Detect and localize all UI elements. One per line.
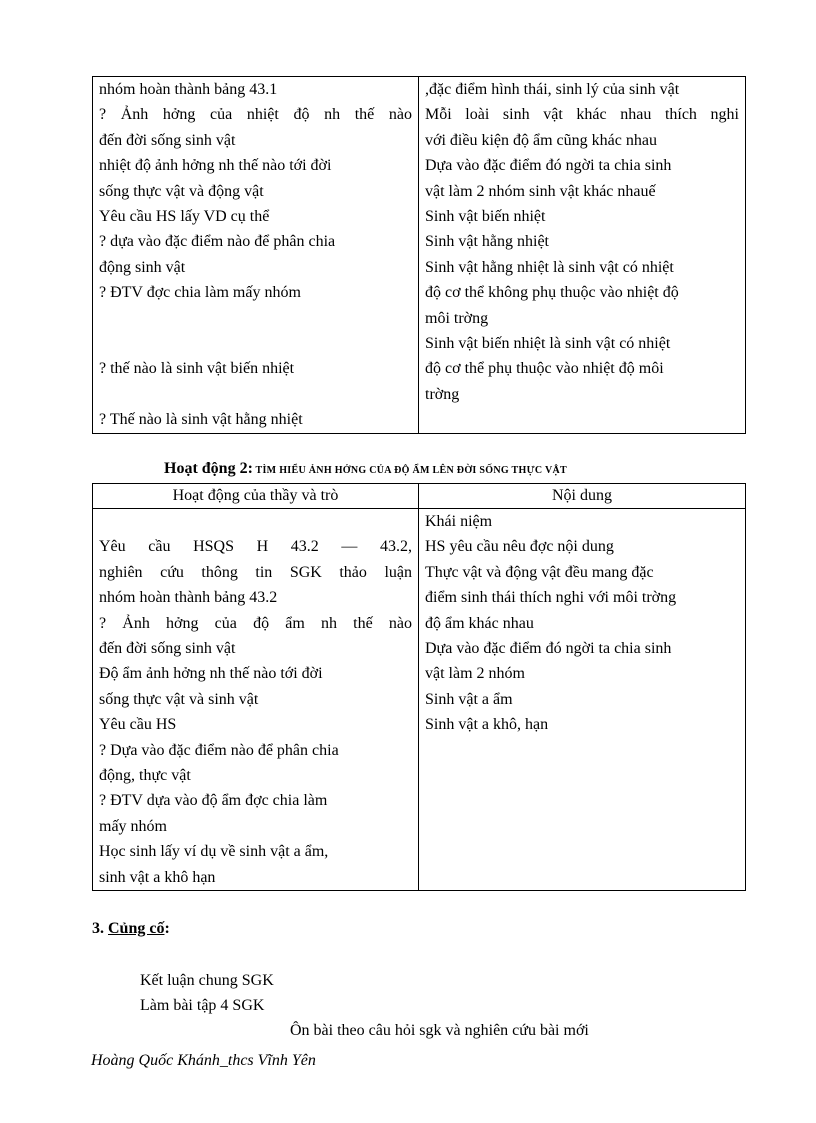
section-3-title: Củng cố <box>108 920 165 937</box>
table1-left-line: nhóm hoàn thành bảng 43.1 <box>99 81 278 98</box>
table1-right-line: Sinh vật hằng nhiệt là sinh vật có nhiệt <box>425 258 674 276</box>
table1-left-line: nhiệt độ ảnh hởng nh thế nào tới đời <box>99 157 332 175</box>
table2-right-line: HS yêu cầu nêu đợc nội dung <box>425 538 614 556</box>
activity-table-1 <box>92 76 746 434</box>
table1-right-line: Dựa vào đặc điểm đó ngời ta chia sinh <box>425 157 672 175</box>
table1-right-line: ,đặc điểm hình thái, sinh lý của sinh vật <box>425 81 680 98</box>
table2-right-line: Sinh vật a khô, hạn <box>425 716 549 734</box>
table1-right-line: độ cơ thể phụ thuộc vào nhiệt độ môi <box>425 360 664 378</box>
activity-table-2 <box>92 483 746 891</box>
table2-right-line: Khái niệm <box>425 513 493 530</box>
table1-right-line: với điều kiện độ ẩm cũng khác nhau <box>425 131 657 149</box>
table1-right-line: Sinh vật biến nhiệt là sinh vật có nhiệt <box>425 335 671 353</box>
table1-left-line: sống thực vật và động vật <box>99 182 264 200</box>
section-3-number: 3. <box>92 920 108 937</box>
table1-right-line: Sinh vật biến nhiệt <box>425 208 546 226</box>
table2-right-line: điểm sinh thái thích nghi với môi trờng <box>425 589 677 607</box>
table1-right-line: độ cơ thể không phụ thuộc vào nhiệt độ <box>425 284 679 302</box>
activity-2-label: Hoạt động 2: <box>164 460 253 477</box>
table1-left-line: ? thế nào là sinh vật biến nhiệt <box>99 360 295 378</box>
table2-left-line: Độ ẩm ảnh hởng nh thế nào tới đời <box>99 665 323 683</box>
table2-left-line: Yêu cầu HS <box>99 716 177 734</box>
table1-right-line: Sinh vật hằng nhiệt <box>425 233 549 251</box>
table1-right-line: Mỗi loài sinh vật khác nhau thích nghi <box>425 106 739 124</box>
table2-left-line: ? Dựa vào đặc điểm nào để phân chia <box>99 741 339 759</box>
blank-line <box>99 331 412 356</box>
table1-left-cell <box>93 77 419 434</box>
table1-left-line: Yêu cầu HS lấy VD cụ thể <box>99 208 270 226</box>
table2-left-line: sinh vật a khô hạn <box>99 868 216 886</box>
table1-left-line: ? ĐTV đợc chia làm mấy nhóm <box>99 284 301 302</box>
table2-header-right: Nội dung <box>419 484 746 509</box>
blank-line <box>99 306 412 331</box>
table2-right-cell <box>419 509 746 891</box>
table2-header-left: Hoạt động của thầy và trò <box>93 484 419 509</box>
table2-left-line: nghiên cứu thông tin SGK thảo luận <box>99 563 412 581</box>
table1-left-line: động sinh vật <box>99 258 186 276</box>
table1-left-line: ? dựa vào đặc điểm nào để phân chia <box>99 233 336 251</box>
table2-right-line: độ ẩm khác nhau <box>425 614 534 632</box>
table2-left-line: Học sinh lấy ví dụ về sinh vật a ẩm, <box>99 843 329 861</box>
review-item: Ôn bài theo câu hỏi sgk và nghiên cứu bài mới <box>290 1022 589 1039</box>
table2-left-line: mấy nhóm <box>99 817 167 835</box>
table1-right-line: trờng <box>425 385 460 403</box>
table2-left-line: động, thực vật <box>99 767 191 785</box>
author-footer: Hoàng Quốc Khánh_thcs Vĩnh Yên <box>91 1052 316 1069</box>
table2-right-line: Thực vật và động vật đều mang đặc <box>425 563 654 581</box>
table2-left-line: ? ĐTV dựa vào độ ẩm đợc chia làm <box>99 792 328 810</box>
table2-right-line: Dựa vào đặc điểm đó ngời ta chia sinh <box>425 640 672 658</box>
section-3-colon: : <box>164 920 170 937</box>
table1-right-cell <box>419 77 746 434</box>
table2-left-line: ? Ảnh hởng của độ ẩm nh thế nào <box>99 614 412 632</box>
exercise-item: Làm bài tập 4 SGK <box>140 997 265 1014</box>
table1-left-line: ? Ảnh hởng của nhiệt độ nh thế nào <box>99 106 412 124</box>
section-3-heading <box>92 920 170 938</box>
table2-right-line: Sinh vật a ẩm <box>425 690 513 708</box>
activity-2-heading <box>164 460 567 478</box>
table2-right-line: vật làm 2 nhóm <box>425 665 525 683</box>
activity-2-title: TÌM HIỂU ẢNH HỞNG CỦA ĐỘ ẨM LÊN ĐỜI SỐNG THỰC VẬT <box>252 465 568 476</box>
table2-left-cell <box>93 509 419 891</box>
table1-left-line: đến đời sống sinh vật <box>99 131 236 149</box>
table2-left-line: Yêu cầu HSQS H 43.2 — 43.2, <box>99 538 412 556</box>
blank-line <box>99 509 412 534</box>
table1-right-line: môi trờng <box>425 309 489 327</box>
table2-left-line: đến đời sống sinh vật <box>99 640 236 658</box>
blank-line <box>99 382 412 407</box>
table1-left-line: ? Thế nào là sinh vật hằng nhiệt <box>99 411 303 429</box>
table2-left-line: sống thực vật và sinh vật <box>99 690 259 708</box>
table2-left-line: nhóm hoàn thành bảng 43.2 <box>99 589 278 607</box>
summary-item: Kết luận chung SGK <box>140 972 274 989</box>
table1-right-line: vật làm 2 nhóm sinh vật khác nhauế <box>425 182 656 200</box>
